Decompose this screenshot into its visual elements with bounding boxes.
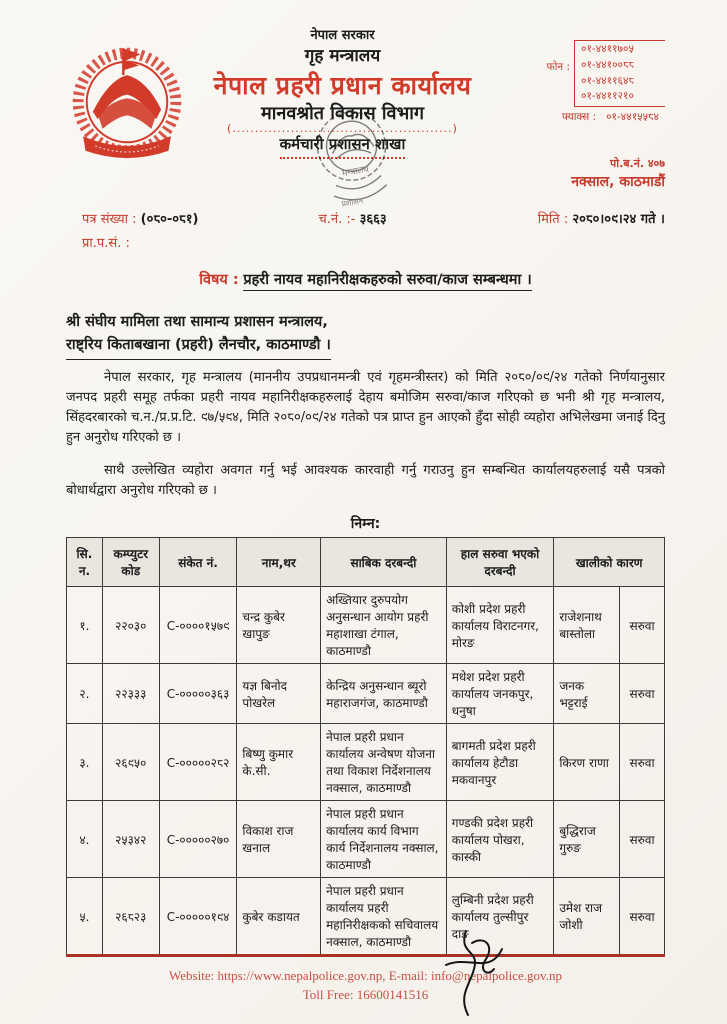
cell-new-post: कोशी प्रदेश प्रहरी कार्यालय विराटनगर, मोरङ — [446, 587, 554, 664]
department-title: मानवश्रोत विकास विभाग — [260, 102, 425, 124]
col-header-sn: सि. न. — [67, 538, 103, 587]
cell-previous-post: नेपाल प्रहरी प्रधान कार्यालय अन्वेषण योजना तथा विकाश निर्देशनालय नक्साल, काठमाण्डौ — [321, 724, 447, 801]
cell-reason: सरुवा — [620, 587, 665, 664]
cell-computer-code: २२३३३ — [102, 664, 159, 724]
cell-name: कुबेर कडायत — [237, 878, 321, 956]
office-address: नक्साल, काठमाडौं — [571, 174, 665, 191]
government-title: नेपाल सरकार — [310, 28, 375, 43]
cell-previous-post: अख्तियार दुरुपयोग अनुसन्धान आयोग प्रहरी महाशाखा टंगाल, काठमाण्डौ — [321, 587, 447, 664]
signature — [428, 925, 518, 1020]
cell-previous-post: केन्द्रिय अनुसन्धान ब्यूरो महाराजगंज, काठमाण्डौ — [321, 664, 447, 724]
cell-new-post: बागमती प्रदेश प्रहरी कार्यालय हेटौडा मकवानपुर — [446, 724, 554, 801]
fax-label: फ्याक्स : — [561, 111, 597, 123]
cell-computer-code: २५३४२ — [102, 801, 159, 878]
cell-vacancy-name: किरण राणा — [554, 724, 620, 801]
ch-no-label: च.नं. :- — [318, 212, 356, 228]
fax-number: ०१-४४१५५८४ — [606, 111, 659, 123]
ink-stamp — [295, 96, 413, 224]
letter-meta — [66, 209, 665, 251]
subject-label: विषय : — [199, 272, 239, 289]
cell-computer-code: २६९५० — [102, 724, 159, 801]
table-row — [67, 664, 665, 724]
office-title: नेपाल प्रहरी प्रधान कार्यालय — [213, 70, 472, 100]
cell-reason: सरुवा — [620, 724, 665, 801]
cell-vacancy-name: जनक भट्टराई — [554, 664, 620, 724]
cell-previous-post: नेपाल प्रहरी प्रधान कार्यालय कार्य विभाग कार्य निर्देशनालय नक्साल, काठमाण्डौ — [321, 801, 447, 878]
transfer-table — [66, 537, 665, 957]
col-header-name: नाम,थर — [237, 538, 321, 587]
addressee-block — [66, 311, 665, 359]
footer-contact — [66, 967, 665, 1005]
phone-label: फोन : — [546, 61, 570, 73]
contact-block — [497, 26, 665, 193]
cell-symbol-no: C-००००१५७९ — [159, 587, 237, 664]
phone-number: ०१-४४११२१० — [581, 90, 634, 103]
table-row — [67, 878, 665, 956]
col-header-vacancy-reason: खालीको कारण — [554, 538, 665, 587]
cell-vacancy-name: राजेशनाथ बास्तोला — [554, 587, 620, 664]
cell-symbol-no: C-०००००२७० — [159, 801, 237, 878]
cell-name: विकाश राज खनाल — [237, 801, 321, 878]
cell-sn: ३. — [67, 724, 103, 801]
col-header-computer-code: कम्प्युटर कोड — [102, 538, 159, 587]
svg-text:मन्त्रालय: मन्त्रालय — [341, 164, 370, 180]
footer-website-email: Website: https://www.nepalpolice.gov.np, E-mail: info@nepalpolice.gov.np — [169, 968, 562, 984]
table-intro-label: निम्न: — [350, 516, 381, 533]
cell-new-post: गण्डकी प्रदेश प्रहरी कार्यालय पोखरा, कास्की — [446, 801, 554, 878]
phone-number: ०१-४४१००८८ — [581, 58, 634, 71]
phone-number-list — [574, 40, 665, 107]
cell-reason: सरुवा — [620, 664, 665, 724]
cell-name: चन्द्र कुबेर खापुङ — [237, 587, 321, 664]
phone-number: ०१-४४११७०५ — [581, 43, 634, 55]
nepal-police-emblem-logo — [66, 38, 188, 166]
pra-pa-sa-label: प्रा.प.सं. : — [82, 236, 130, 252]
body-paragraph-1: नेपाल सरकार, गृह मन्त्रालय (माननीय उपप्रधानमन्त्री एवं गृहमन्त्रीस्तर) को मिति २०८०/०९/२४ गतेको निर्णयानुसार जनपद प्रहरी समूह तर्फका प्रहरी नायव महानिरीक्षकहरुलाई देहाय बमोजिम सरुवा/काज गरिएको छ भनी श्री गृह मन्त्रालय, सिंहदरबारको च.न./प्र.प्र.टि. ९७/५९४, मिति २०८०/०९/२४ गतेको पत्र प्राप्त हुन आएको हुँदा सोही व्यहोरा अभिलेखमा जनाई दिनु हुन अनुरोध गरिएको छ । — [66, 369, 665, 446]
letter-no-value: (०८०-०८१) — [140, 212, 199, 228]
subject-text: प्रहरी नायव महानिरीक्षकहरुको सरुवा/काज सम्बन्धमा । — [243, 272, 531, 291]
cell-reason: सरुवा — [620, 878, 665, 956]
ministry-title: गृह मन्त्रालय — [304, 46, 381, 67]
table-row — [67, 587, 665, 664]
cell-vacancy-name: उमेश राज जोशी — [554, 878, 620, 956]
cell-name: यज्ञ बिनोद पोखरेल — [237, 664, 321, 724]
cell-symbol-no: C-०००००३६३ — [159, 664, 237, 724]
letterhead — [66, 26, 665, 209]
body-paragraph-2: साथै उल्लेखित व्यहोरा अवगत गर्नु भई आवश्यक कारवाही गर्नु गराउनु हुन सम्बन्धित कार्यालयहरुलाई यसै पत्रको बोधार्थद्वारा अनुरोध गरिएको छ । — [66, 463, 665, 499]
cell-sn: २. — [67, 664, 103, 724]
cell-previous-post: नेपाल प्रहरी प्रधान कार्यालय प्रहरी महानिरीक्षकको सचिवालय नक्साल, काठमाण्डौ — [321, 878, 447, 956]
dotted-line: (.................................................) — [227, 122, 458, 136]
cell-name: बिष्णु कुमार के.सी. — [237, 724, 321, 801]
date-label: मिति : — [537, 212, 569, 228]
table-row — [67, 801, 665, 878]
cell-new-post: मधेश प्रदेश प्रहरी कार्यालय जनकपुर, धनुषा — [446, 664, 554, 724]
cell-vacancy-name: बुद्धिराज गुरुङ — [554, 801, 620, 878]
cell-computer-code: २६८२३ — [102, 878, 159, 956]
ch-no-value: ३६६३ — [359, 212, 387, 228]
cell-sn: ४. — [67, 801, 103, 878]
section-title: कर्मचारी प्रशासन शाखा — [280, 135, 406, 159]
col-header-new-post: हाल सरुवा भएको दरबन्दी — [446, 538, 554, 587]
po-box: पो.ब.नं. ४०७ — [609, 156, 665, 170]
phone-number: ०१-४४११६४८ — [581, 74, 634, 87]
addressee-line: राष्ट्रिय किताबखाना (प्रहरी) लैनचौर, काठमाण्डौ । — [66, 334, 331, 359]
footer-toll-free: Toll Free: 16600141516 — [302, 987, 429, 1003]
cell-symbol-no: C-०००००२८२ — [159, 724, 237, 801]
date-value: २०८०।०९।२४ गते । — [572, 212, 665, 228]
col-header-previous-post: साबिक दरबन्दी — [321, 538, 447, 587]
cell-reason: सरुवा — [620, 801, 665, 878]
col-header-symbol-no: संकेत नं. — [159, 538, 237, 587]
subject-line — [66, 269, 665, 289]
cell-new-post: लुम्बिनी प्रदेश प्रहरी कार्यालय तुल्सीपुर दाङ — [446, 878, 554, 956]
cell-sn: ५. — [67, 878, 103, 956]
addressee-line: श्री संघीय मामिला तथा सामान्य प्रशासन मन्त्रालय, — [66, 314, 328, 331]
cell-symbol-no: C-०००००१९४ — [159, 878, 237, 956]
table-row — [67, 724, 665, 801]
table-header-row — [67, 538, 665, 587]
svg-text:प्रशासन: प्रशासन — [340, 196, 364, 209]
letter-no-label: पत्र संख्या : — [82, 212, 137, 228]
cell-computer-code: २२०३० — [102, 587, 159, 664]
cell-sn: १. — [67, 587, 103, 664]
